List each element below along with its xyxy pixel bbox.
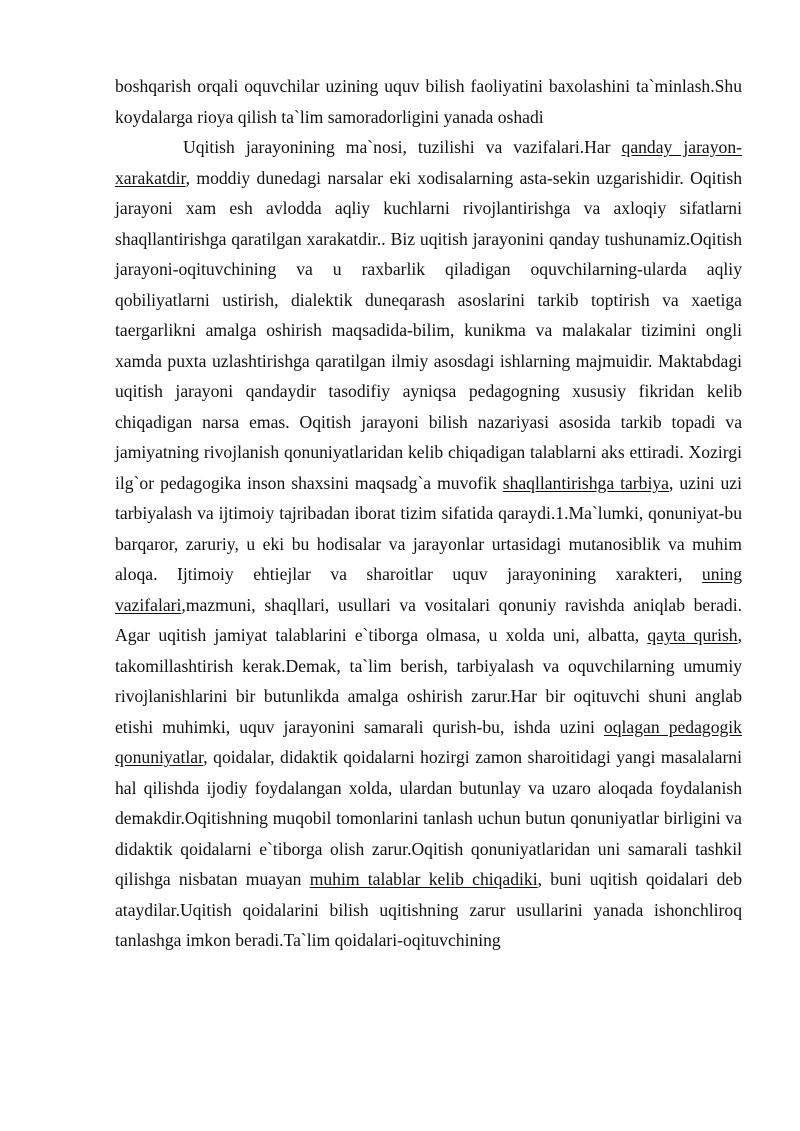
text-span: Uqitish jarayonining ma`nosi, tuzilishi va vazifalari.Har bbox=[183, 137, 622, 157]
text-span: , moddiy dunedagi narsalar eki xodisalarning asta-sekin uzgarishidir. Oqitish jarayoni xam esh avlodda aqliy kuchlarni rivojlantirishga va axloqiy sifatlarni shaqllantirishga qaratilgan xarakatdir.. Biz uqitish jarayonini qanday tushunamiz.Oqitish jarayoni-oqituvchining va u raxbarlik qiladigan oquvchilarning-ularda aqliy qobiliyatlarni ustirish, dialektik duneqarash asoslarini tarkib toptirish va xaetiga taergarlikni amalga oshirish maqsadida-bilim, kunikma va malakalar tizimini ongli xamda puxta uzlashtirishga qaratilgan ilmiy asosdagi ishlarning majmuidir. Maktabdagi uqitish jarayoni qandaydir tasodifiy ayniqsa pedagogning xususiy fikridan kelib chiqadigan narsa emas. Oqitish jarayoni bilish nazariyasi asosida tarkib topadi va jamiyatning rivojlanish qonuniyatlaridan kelib chiqadigan talablarni aks ettiradi. Xozirgi ilg`or pedagogika inson shaxsini maqsadg`a muvofik bbox=[115, 167, 742, 493]
text-span: ,mazmuni, shaqllari, usullari va vositalari qonuniy ravishda aniqlab beradi. Agar uqitish jamiyat talablarini e`tiborga olmasa, u xolda uni, albatta, bbox=[115, 594, 742, 645]
document-page bbox=[115, 71, 742, 956]
text-span: , buni uqitish qoidalari deb ataydilar.Uqitish qoidalarini bilish uqitishning zarur usullarini yanada ishonchliroq tanlashga imkon beradi.Ta`lim qoidalari-oqituvchining bbox=[115, 869, 742, 950]
link-qayta-qurish[interactable]: qayta qurish bbox=[647, 625, 738, 645]
link-qanday-jarayon[interactable]: qanday jarayon-xarakatdir bbox=[115, 137, 742, 188]
paragraph-main bbox=[115, 132, 742, 956]
link-muhim-talablar[interactable]: muhim talablar kelib chiqadiki bbox=[309, 869, 538, 889]
text-span: , uzini uzi tarbiyalash va ijtimoiy tajribadan iborat tizim sifatida qaraydi.1.Ma`lumki, qonuniyat-bu barqaror, zaruriy, u eki bu hodisalar va jarayonlar urtasidagi mutanosiblik va muhim aloqa. Ijtimoiy ehtiejlar va sharoitlar uquv jarayonining xarakteri, bbox=[115, 472, 743, 584]
link-uning-vazifalari[interactable]: uning vazifalari bbox=[115, 564, 742, 615]
text-span: , takomillashtirish kerak.Demak, ta`lim berish, tarbiyalash va oquvchilarning umumiy rivojlanishlarini bir butunlikda amalga oshirish zarur.Har bir oqituvchi shuni anglab etishi muhimki, uquv jarayonini samarali qurish-bu, ishda uzini bbox=[115, 625, 743, 737]
link-pedagogik-qonuniyatlar[interactable]: oqlagan pedagogik qonuniyatlar bbox=[115, 716, 742, 767]
link-shaqllantirishga-tarbiya[interactable]: shaqllantirishga tarbiya bbox=[502, 472, 669, 493]
paragraph-continuation: boshqarish orqali oquvchilar uzining uquv bilish faoliyatini baxolashini ta`minlash.Shu koydalarga rioya qilish ta`lim samoradorligini yanada oshadi bbox=[115, 76, 742, 127]
text-span: , qoidalar, didaktik qoidalarni hozirgi zamon sharoitidagi yangi masalalarni hal qilishda ijodiy foydalangan xolda, ulardan butunlay va uzaro aloqada foydalanish demakdir.Oqitishning muqobil tomonlarini tanlash uchun butun qonuniyatlar birligini va didaktik qoidalarni e`tiborga olish zarur.Oqitish qonuniyatlaridan uni samarali tashkil qilishga nisbatan muayan bbox=[115, 747, 742, 889]
